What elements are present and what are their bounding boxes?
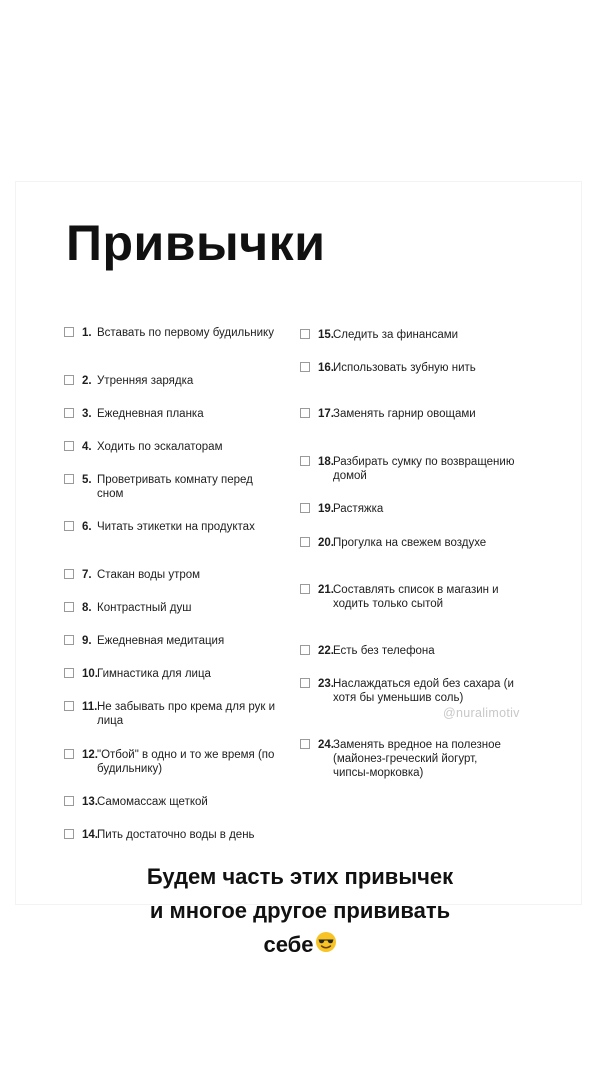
checkbox[interactable] [300,645,310,655]
habit-item [300,738,515,780]
habit-number: 4. [82,441,92,453]
habit-number: 11. [82,701,98,713]
habit-text: Использовать зубную нить [333,362,476,374]
checkbox[interactable] [300,537,310,547]
habit-text: Контрастный душ [97,602,192,614]
habit-item [300,536,515,550]
checkbox[interactable] [64,668,74,678]
checkbox[interactable] [64,408,74,418]
habit-number: 3. [82,408,92,420]
habit-text: Утренняя зарядка [97,375,194,387]
sunglasses-emoji-icon [315,929,337,963]
habit-text: Прогулка на свежем воздухе [333,537,487,549]
habit-item [64,748,279,776]
habit-text: "Отбой" в одно и то же время (по будильнику) [97,749,275,775]
habit-item [64,828,279,842]
habit-text: Ходить по эскалаторам [97,441,223,453]
habit-item [64,374,279,388]
habit-text: Растяжка [333,503,384,515]
habit-number: 23. [318,678,334,690]
habit-text: Ежедневная планка [97,408,204,420]
habit-item [300,407,515,421]
habit-number: 5. [82,474,92,486]
habit-item [64,568,279,582]
habit-text: Следить за финансами [333,329,459,341]
habit-item [300,644,515,658]
habit-item [64,700,279,728]
habit-number: 16. [318,362,334,374]
habit-item [300,677,515,705]
habit-text: Гимнастика для лица [97,668,211,680]
caption-line-2: и многое другое прививать [149,898,451,923]
habit-item [64,634,279,648]
habit-number: 1. [82,327,92,339]
checkbox[interactable] [64,569,74,579]
habit-number: 21. [318,584,334,596]
habit-number: 22. [318,645,334,657]
checkbox[interactable] [64,602,74,612]
checkbox[interactable] [64,796,74,806]
checkbox[interactable] [64,635,74,645]
habit-number: 12. [82,749,98,761]
habit-item [300,455,515,483]
habit-item [64,407,279,421]
habit-number: 13. [82,796,98,808]
habit-number: 17. [318,408,334,420]
habit-number: 20. [318,537,334,549]
habit-text: Читать этикетки на продуктах [97,521,255,533]
habit-text: Наслаждаться едой без сахара (и хотя бы уменьшив соль) [333,678,514,704]
habit-text: Пить достаточно воды в день [97,829,255,841]
habit-text: Есть без телефона [333,645,435,657]
checkbox[interactable] [64,521,74,531]
habit-text: Заменять вредное на полезное (майонез-греческий йогурт, чипсы-морковка) [333,739,501,779]
habit-item [300,583,515,611]
checkbox[interactable] [300,503,310,513]
checkbox[interactable] [64,441,74,451]
watermark-username: @nuralimotiv [443,706,520,720]
habit-number: 2. [82,375,92,387]
habit-item [64,520,279,534]
checkbox[interactable] [300,678,310,688]
habit-text: Не забывать про крема для рук и лица [97,701,276,727]
habit-number: 8. [82,602,92,614]
habit-number: 6. [82,521,92,533]
habit-item [64,440,279,454]
habit-number: 24. [318,739,334,751]
habit-item [64,667,279,681]
caption-line-1: Будем часть этих привычек [146,864,454,889]
habit-item [64,326,279,340]
habit-text: Разбирать сумку по возвращению домой [333,456,515,482]
habit-text: Самомассаж щеткой [97,796,208,808]
checkbox[interactable] [64,701,74,711]
caption-line-3-text: себе [263,932,314,957]
habit-number: 7. [82,569,92,581]
habit-item [300,328,515,342]
habit-number: 15. [318,329,334,341]
checkbox[interactable] [300,584,310,594]
story-caption [0,860,600,963]
checkbox[interactable] [64,375,74,385]
habit-item [300,502,515,516]
caption-line-3 [0,928,600,963]
habit-item [64,795,279,809]
habit-text: Составлять список в магазин и ходить только сытой [333,584,499,610]
page-title: Привычки [66,215,326,271]
checkbox[interactable] [64,327,74,337]
checkbox[interactable] [64,749,74,759]
checkbox[interactable] [300,362,310,372]
habit-item [64,473,279,501]
habit-text: Стакан воды утром [97,569,201,581]
habit-text: Заменять гарнир овощами [333,408,476,420]
checkbox[interactable] [300,456,310,466]
checkbox[interactable] [64,829,74,839]
habit-item [300,361,515,375]
checkbox[interactable] [300,329,310,339]
checkbox[interactable] [300,739,310,749]
habit-text: Вставать по первому будильнику [97,327,274,339]
habit-number: 19. [318,503,334,515]
habit-number: 10. [82,668,98,680]
checkbox[interactable] [300,408,310,418]
habit-item [64,601,279,615]
checkbox[interactable] [64,474,74,484]
habit-number: 14. [82,829,98,841]
habit-text: Проветривать комнату перед сном [97,474,253,500]
habit-text: Ежедневная медитация [97,635,225,647]
habit-number: 9. [82,635,92,647]
habit-number: 18. [318,456,334,468]
